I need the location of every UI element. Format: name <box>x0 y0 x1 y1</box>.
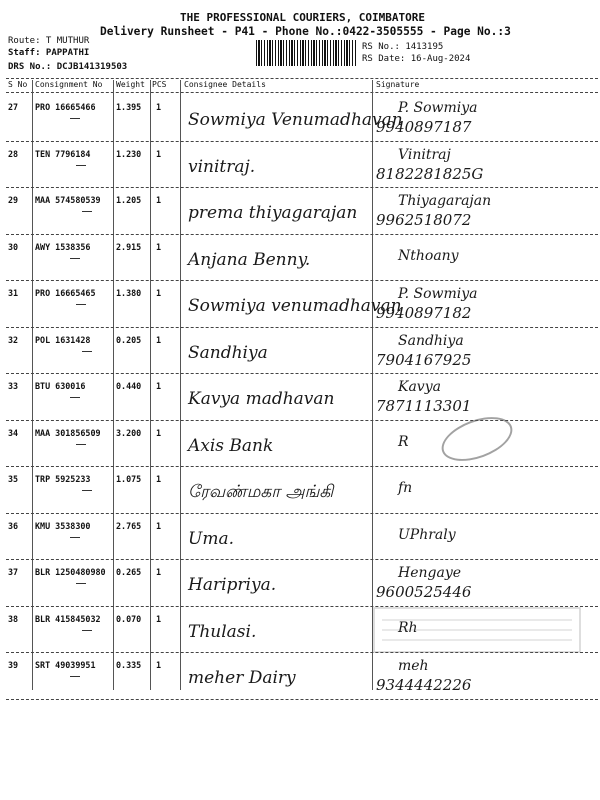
phone-number: 7904167925 <box>376 350 472 369</box>
consignment-number: PRO 16665466 <box>35 102 96 112</box>
consignment-number: POL 1631428 <box>35 334 91 345</box>
signature: meh <box>398 658 429 674</box>
row-separator <box>6 187 598 188</box>
pieces-count: 1 <box>156 474 162 484</box>
pieces-count: 1 <box>156 241 162 252</box>
consignee-name: ரேவண்மகா அங்கி <box>188 482 334 502</box>
consignee-name: Sandhiya <box>188 342 268 363</box>
pen-mark <box>70 537 80 538</box>
pen-mark <box>82 351 92 352</box>
row-separator <box>6 234 598 235</box>
row-separator <box>6 420 598 421</box>
weight-value: 1.075 <box>116 474 142 484</box>
table-row <box>0 236 600 284</box>
pieces-count: 1 <box>156 427 162 438</box>
signature: fn <box>398 480 413 496</box>
weight-value: 2.915 <box>116 241 142 252</box>
table-row <box>0 96 600 144</box>
consignee-name: prema thiyagarajan <box>188 203 358 223</box>
consignment-number: MAA 301856509 <box>35 427 101 438</box>
weight-value: 1.380 <box>116 288 142 298</box>
col-header-pcs: PCS <box>152 80 167 89</box>
pen-mark <box>70 397 80 398</box>
phone-number: 9344442226 <box>376 676 472 694</box>
pieces-count: 1 <box>156 520 162 531</box>
consignment-number: TEN 7796184 <box>35 148 91 159</box>
pen-mark <box>70 118 80 119</box>
phone-number: 9940897187 <box>376 118 472 136</box>
weight-value: 2.765 <box>116 520 142 531</box>
barcode <box>256 40 356 66</box>
pen-mark <box>76 583 86 584</box>
row-separator <box>6 699 598 700</box>
drs-number: DRS No.: DCJB141319503 <box>8 62 128 72</box>
row-separator <box>6 373 598 374</box>
serial-number: 32 <box>8 334 19 345</box>
consignee-name: Anjana Benny. <box>188 249 311 270</box>
serial-number: 29 <box>8 195 19 205</box>
pen-mark <box>82 211 92 212</box>
weight-value: 1.230 <box>116 148 142 159</box>
phone-number: 9600525446 <box>376 583 472 601</box>
consignment-number: TRP 5925233 <box>35 474 91 484</box>
weight-value: 0.265 <box>116 567 142 577</box>
weight-value: 3.200 <box>116 427 142 438</box>
signature: Thiyagarajan <box>398 193 492 209</box>
consignment-number: AWY 1538356 <box>35 241 91 252</box>
pieces-count: 1 <box>156 660 162 670</box>
signature: UPhraly <box>398 526 456 543</box>
consignee-name: Kavya madhavan <box>188 389 335 409</box>
row-separator <box>6 141 598 142</box>
pieces-count: 1 <box>156 195 162 205</box>
serial-number: 30 <box>8 241 19 252</box>
pieces-count: 1 <box>156 567 162 577</box>
serial-number: 38 <box>8 613 19 624</box>
signature: P. Sowmiya <box>398 100 478 116</box>
table-header-rule <box>6 92 598 93</box>
pieces-count: 1 <box>156 613 162 624</box>
row-separator <box>6 280 598 281</box>
route-label: Route: T MUTHUR <box>8 36 90 46</box>
row-separator <box>6 327 598 328</box>
table-row <box>0 654 600 702</box>
consignee-name: Haripriya. <box>188 575 277 595</box>
company-title: THE PROFESSIONAL COURIERS, COIMBATORE <box>180 11 426 24</box>
rs-number: RS No.: 1413195 <box>362 42 444 52</box>
signature: Vinitraj <box>398 146 451 163</box>
signature: R <box>398 433 409 450</box>
signature: Kavya <box>398 379 441 395</box>
row-separator <box>6 559 598 560</box>
pieces-count: 1 <box>156 102 162 112</box>
serial-number: 27 <box>8 102 19 112</box>
signature: Rh <box>398 619 418 636</box>
serial-number: 31 <box>8 288 19 298</box>
signature: Nthoany <box>398 247 459 264</box>
company-seal-stamp <box>372 606 582 654</box>
consignment-number: KMU 3538300 <box>35 520 91 531</box>
consignment-number: BLR 1250480980 <box>35 567 106 577</box>
consignment-number: SRT 49039951 <box>35 660 96 670</box>
consignee-name: Sowmiya Venumadhavan <box>188 110 403 130</box>
consignment-number: PRO 16665465 <box>35 288 96 298</box>
staff-label: Staff: PAPPATHI <box>8 48 90 58</box>
pen-mark <box>76 444 86 445</box>
table-row <box>0 189 600 237</box>
phone-number: 9962518072 <box>376 211 472 229</box>
table-row <box>0 329 600 377</box>
consignee-name: Axis Bank <box>188 435 274 456</box>
consignment-number: BTU 630016 <box>35 381 86 391</box>
table-top-rule <box>6 78 598 79</box>
signature: Hengaye <box>398 565 462 581</box>
table-row <box>0 561 600 609</box>
table-row <box>0 515 600 563</box>
col-header-consignee: Consignee Details <box>184 80 266 89</box>
rs-date: RS Date: 16-Aug-2024 <box>362 54 471 64</box>
runsheet-subtitle: Delivery Runsheet - P41 - Phone No.:0422-3505555 - Page No.:3 <box>100 25 511 38</box>
pen-mark <box>76 165 86 166</box>
col-header-consignment: Consignment No <box>35 80 103 89</box>
phone-number: 9940897182 <box>376 304 472 322</box>
table-row <box>0 468 600 516</box>
consignment-number: MAA 574580539 <box>35 195 101 205</box>
col-header-signature: Signature <box>376 80 420 89</box>
pen-mark <box>82 630 92 631</box>
phone-number: 8182281825G <box>376 164 484 183</box>
consignee-name: meher Dairy <box>188 668 296 688</box>
table-row <box>0 143 600 191</box>
serial-number: 33 <box>8 381 19 391</box>
signature: Sandhiya <box>398 332 464 349</box>
serial-number: 39 <box>8 660 19 670</box>
col-header-sno: S No <box>8 80 28 89</box>
serial-number: 37 <box>8 567 19 577</box>
row-separator <box>6 513 598 514</box>
serial-number: 36 <box>8 520 19 531</box>
pieces-count: 1 <box>156 334 162 345</box>
phone-number: 7871113301 <box>376 397 472 415</box>
consignment-number: BLR 415845032 <box>35 613 101 624</box>
pieces-count: 1 <box>156 381 162 391</box>
pen-mark <box>70 258 80 259</box>
serial-number: 35 <box>8 474 19 484</box>
pen-mark <box>76 304 86 305</box>
table-row <box>0 282 600 330</box>
weight-value: 0.070 <box>116 613 142 624</box>
consignee-name: vinitraj. <box>188 156 256 177</box>
weight-value: 0.440 <box>116 381 142 391</box>
serial-number: 28 <box>8 148 19 159</box>
pen-mark <box>70 676 80 677</box>
pieces-count: 1 <box>156 288 162 298</box>
table-row <box>0 375 600 423</box>
weight-value: 0.205 <box>116 334 142 345</box>
col-header-weight: Weight <box>116 80 145 89</box>
pieces-count: 1 <box>156 148 162 159</box>
row-separator <box>6 466 598 467</box>
pen-mark <box>82 490 92 491</box>
consignee-name: Thulasi. <box>188 621 257 642</box>
serial-number: 34 <box>8 427 19 438</box>
weight-value: 1.395 <box>116 102 142 112</box>
weight-value: 1.205 <box>116 195 142 205</box>
consignee-name: Sowmiya venumadhavan <box>188 296 402 316</box>
signature: P. Sowmiya <box>398 286 478 302</box>
consignee-name: Uma. <box>188 528 234 549</box>
weight-value: 0.335 <box>116 660 142 670</box>
